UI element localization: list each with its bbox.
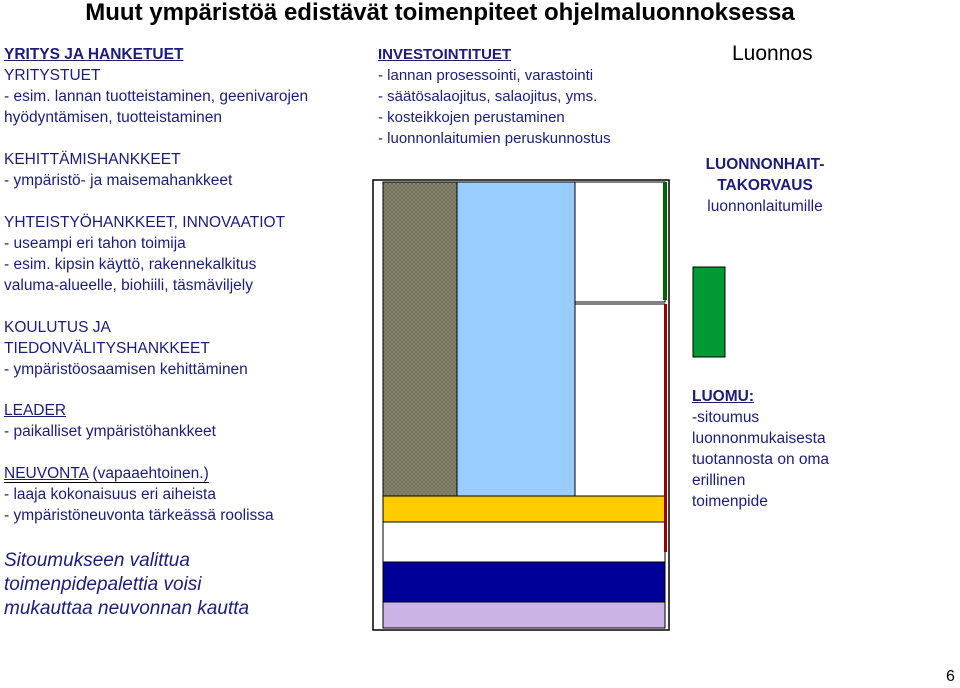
block-investointi	[378, 44, 611, 149]
bar-investment-blue	[457, 182, 575, 496]
block-koulutus-line: KOULUTUS JA	[4, 319, 111, 336]
block-neuvonta-line: - ympäristöneuvonta tärkeässä roolissa	[4, 507, 274, 524]
block-investointi-heading: INVESTOINTITUET	[378, 46, 512, 63]
block-leader-heading: LEADER	[4, 402, 67, 419]
block-yritys-line: YRITYSTUET	[4, 67, 101, 84]
block-yhteistyo-line: valuma-alueelle, biohiili, täsmäviljely	[4, 277, 253, 294]
bar-lavender	[383, 602, 665, 628]
block-neuvonta	[4, 463, 274, 526]
block-luonnonhaitta	[690, 154, 840, 217]
measure-stack-diagram	[368, 176, 678, 636]
block-investointi-line: - luonnonlaitumien peruskunnostus	[378, 130, 611, 147]
block-luonnonhaitta-heading: TAKORVAUS	[717, 177, 813, 194]
block-luomu-line: toimenpide	[692, 493, 768, 510]
block-luonnonhaitta-line: luonnonlaitumille	[707, 198, 823, 215]
block-neuvonta-line: - laaja kokonaisuus eri aiheista	[4, 486, 216, 503]
block-luomu-line: luonnonmukaisesta	[692, 430, 826, 447]
bar-red-edge	[664, 304, 667, 552]
italic-note-line: mukauttaa neuvonnan kautta	[4, 598, 250, 619]
italic-note-line: Sitoumukseen valittua	[4, 550, 190, 571]
block-yhteistyo-heading: YHTEISTYÖHANKKEET, INNOVAATIOT	[4, 214, 286, 231]
block-yhteistyo-line: - useampi eri tahon toimija	[4, 235, 186, 252]
bar-green-edge	[663, 182, 667, 300]
block-luomu-line: tuotannosta on oma	[692, 451, 830, 468]
bar-white-gap	[383, 522, 665, 562]
block-koulutus	[4, 317, 248, 380]
block-kehittamis-line: - ympäristö- ja maisemahankkeet	[4, 172, 233, 189]
italic-note-line: toimenpidepalettia voisi	[4, 574, 202, 595]
block-neuvonta-heading: NEUVONTA	[4, 465, 89, 482]
block-luomu	[692, 386, 829, 512]
italic-note	[4, 549, 249, 621]
block-yritys-line: - esim. lannan tuotteistaminen, geenivarojen	[4, 88, 309, 105]
draft-label: Luonnos	[732, 42, 813, 65]
block-yhteistyo	[4, 212, 285, 296]
bar-navy	[383, 562, 665, 602]
block-kehittamis	[4, 149, 232, 191]
block-luomu-line: erillinen	[692, 472, 746, 489]
page-number: 6	[946, 668, 955, 685]
block-investointi-line: - kosteikkojen perustaminen	[378, 109, 565, 126]
block-luonnonhaitta-heading: LUONNONHAIT-	[705, 156, 825, 173]
block-leader	[4, 400, 216, 442]
block-leader-line: - paikalliset ympäristöhankkeet	[4, 423, 216, 440]
block-yhteistyo-line: - esim. kipsin käyttö, rakennekalkitus	[4, 256, 257, 273]
block-koulutus-line: - ympäristöosaamisen kehittäminen	[4, 361, 248, 378]
bar-investment-hatched	[383, 182, 457, 496]
page-title: Muut ympäristöä edistävät toimenpiteet ohjelmaluonnoksessa	[85, 0, 795, 26]
block-kehittamis-heading: KEHITTÄMISHANKKEET	[4, 151, 181, 168]
bar-yellow	[383, 496, 665, 522]
luonnonhaitta-green-bar	[692, 266, 728, 360]
block-yritys-heading: YRITYS JA HANKETUET	[4, 46, 184, 63]
block-neuvonta-heading-note: (vapaaehtoinen.)	[88, 465, 209, 482]
block-luomu-line: -sitoumus	[692, 409, 760, 426]
block-investointi-line: - säätösalaojitus, salaojitus, yms.	[378, 88, 598, 105]
bar-white-lower	[575, 304, 665, 496]
block-yritys-line: hyödyntämisen, tuotteistaminen	[4, 109, 222, 126]
block-investointi-line: - lannan prosessointi, varastointi	[378, 67, 594, 84]
bar-white-block	[575, 182, 665, 302]
block-koulutus-line: TIEDONVÄLITYSHANKKEET	[4, 340, 210, 357]
left-text-column	[4, 44, 308, 128]
block-luomu-heading: LUOMU:	[692, 388, 754, 405]
